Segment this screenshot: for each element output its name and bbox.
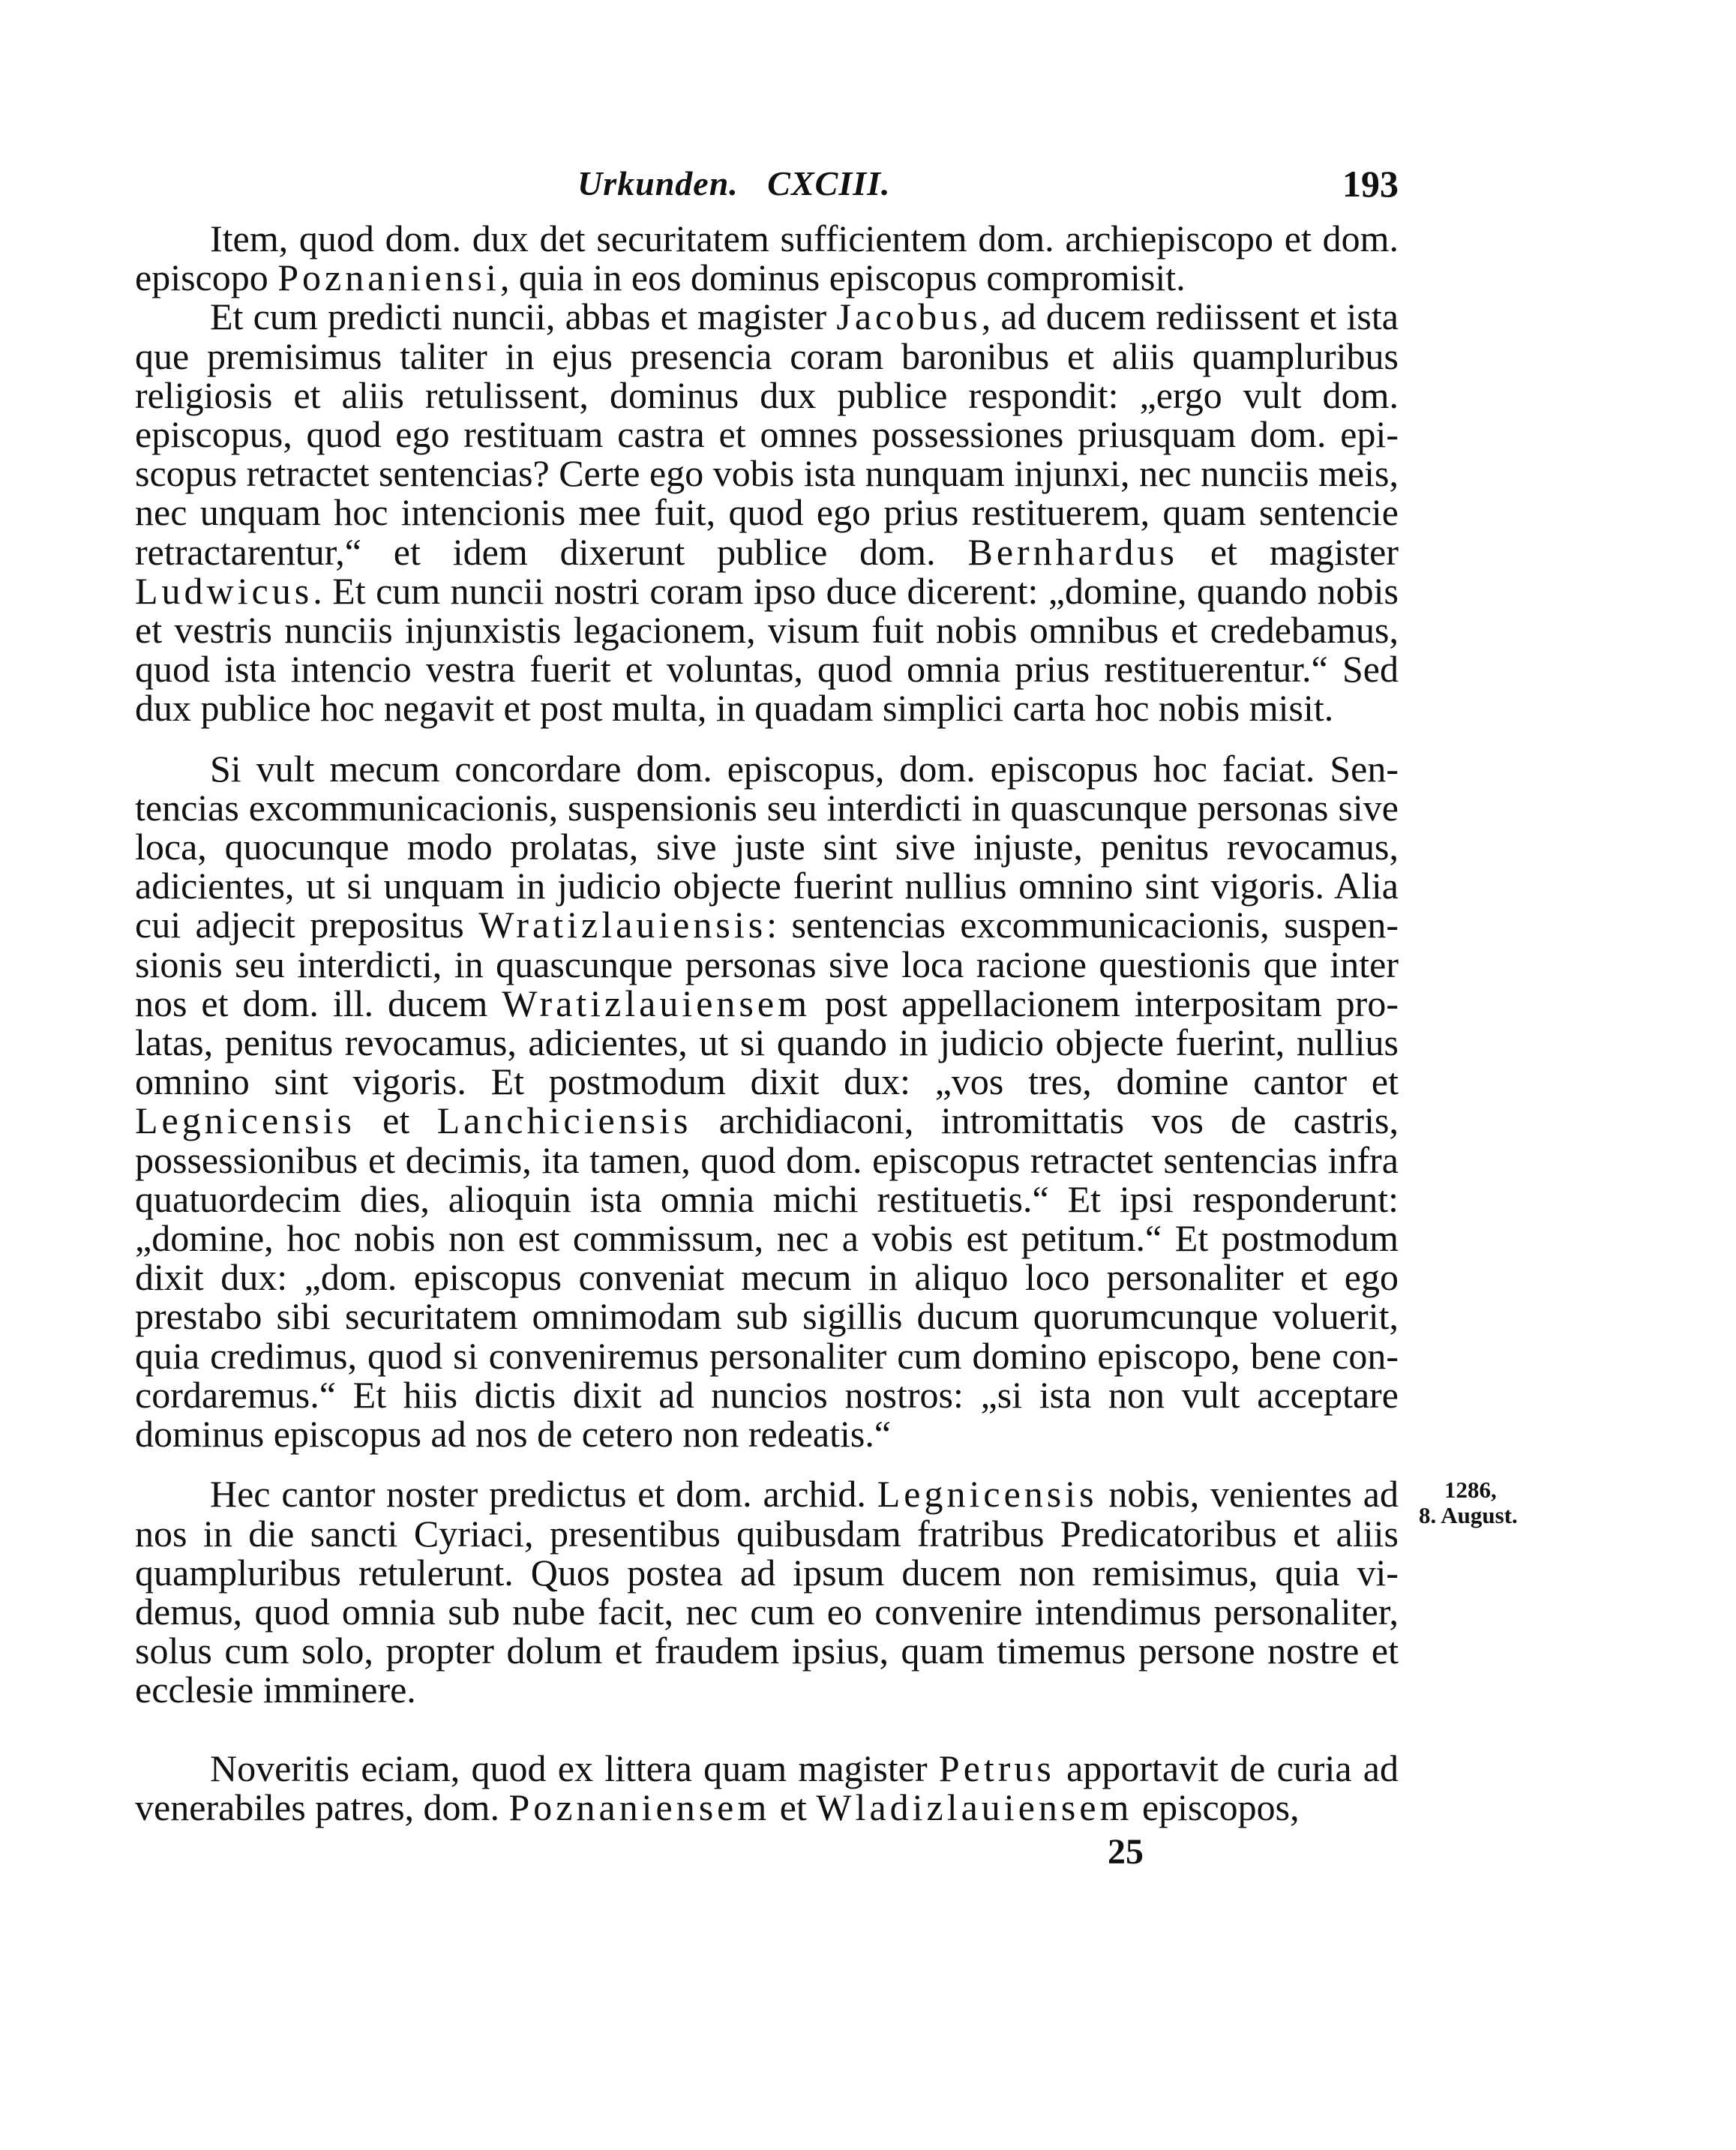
margin-date-note [1419,1477,1539,1528]
proper-name: Jacobus [836,295,982,338]
paragraph-text: . Et cum nuncii nostri coram ipso duce dicerent: „domine, quando nobis et vestris nunciis injunxistis legacionem, visum fuit nobis omnibus et credebamus, quod ista intencio vestra fuerit et voluntas, quod omnia prius restituerentur.“ Sed dux publice hoc negavit et post multa, in quadam simplici carta hoc nobis misit. [135,569,1399,730]
paragraph-text: : sentencias excommunicacionis, suspensionis seu interdicti, in quascunque personas sive loca racione questionis que inter nos et dom. ill. ducem [135,904,1399,1024]
paragraph-text: Noveritis eciam, quod ex littera quam magister [210,1747,939,1789]
running-head [135,157,1399,210]
paragraph-text: Et cum predicti nuncii, abbas et magister [210,295,837,338]
paragraph-text: et [355,1099,437,1142]
page-number: 193 [1342,163,1399,205]
paragraph-text: apportavit de curia ad venerabiles patres, dom. [135,1747,1399,1828]
paragraph-5 [135,1749,1399,1827]
document-page [135,157,1518,2107]
paragraph-text: archidiaconi, intromittatis vos de castris, possessionibus et decimis, ita tamen, quod dom. episcopus retractet sentencias infra quatuordecim dies, alioquin ista omnia michi restituetis.“ Et ipsi responderunt: „domine, hoc nobis non est commissum, nec a vobis est petitum.“ Et postmodum dixit dux: „dom. episcopus conveniat mecum in aliquo loco personaliter et ego prestabo sibi securitatem omnimodam sub sigillis ducum quorumcunque voluerit, quia credimus, quod si conveniremus personaliter cum domino episcopo, bene concordaremus.“ Et hiis dictis dixit ad nuncios nostros: „si ista non vult acceptare dominus episcopus ad nos de cetero non redeatis.“ [135,1099,1399,1456]
paragraph-3 [135,749,1399,1454]
proper-name: Legnicensis [135,1099,355,1142]
paragraph-text: Si vult mecum concordare dom. episcopus, dom. episcopus hoc faciat. Sentencias excommunicacionis, suspensionis seu interdicti in quascunque personas sive loca, quocunque modo prolatas, sive juste sint sive injuste, penitus revocamus, adicientes, ut si unquam in judicio objecte fuerint nullius omnino sint vigoris. Alia cui adjecit prepositus [135,747,1399,946]
paragraph-text: et magister [1177,530,1399,573]
signature-mark: 25 [1108,1831,1144,1872]
proper-name: Poznaniensem [508,1786,771,1828]
proper-name: Wratizlauiensis [478,904,767,946]
proper-name: Bernhardus [967,530,1178,573]
margin-date-day: 8. August. [1419,1502,1518,1529]
proper-name: Ludwicus [135,569,313,612]
margin-date-year: 1286, [1444,1477,1497,1504]
paragraph-text: Item, quod dom. dux det securitatem sufficientem dom. archiepiscopo et dom. episcopo [135,217,1399,299]
proper-name: Petrus [938,1747,1055,1789]
proper-name: Legnicensis [877,1473,1098,1516]
paragraph-text: post appellacionem interpositam prolatas, penitus revocamus, adicientes, ut si quando in judicio objecte fuerint, nullius omnino sint vigoris. Et postmodum dixit dux: „vos tres, domine cantor et [135,982,1399,1103]
running-head-title: Urkunden. CXCIII. [577,164,891,202]
proper-name: Wratizlauiensem [502,982,811,1024]
paragraph-text: episcopos, [1132,1786,1300,1828]
paragraph-text: nobis, venientes ad nos in die sancti Cyriaci, presentibus quibusdam fratribus Predicatoribus et aliis quampluribus retulerunt. Quos postea ad ipsum ducem non remisimus, quia videmus, quod omnia sub nube facit, nec cum eo convenire intendimus personaliter, solus cum solo, propter dolum et fraudem ipsius, quam timemus persone nostre et ecclesie imminere. [135,1473,1399,1711]
paragraph-text: Hec cantor noster predictus et dom. archid. [210,1473,877,1516]
paragraph-text: et [770,1786,817,1828]
proper-name: Wladizlauiensem [816,1786,1133,1828]
paragraph-4 [135,1473,1518,1711]
paragraph-text: , ad ducem rediissent et ista que premisimus taliter in ejus presencia coram baronibus et aliis quampluribus religiosis et aliis retulissent, dominus dux publice respondit: „ergo vult dom. episcopus, quod ego restituam castra et omnes possessiones priusquam dom. episcopus retractet sentencias? Certe ego vobis ista nunquam injunxi, nec nunciis meis, nec unquam hoc intencionis mee fuit, quod ego prius restituerem, quam sentencie retractarentur,“ et idem dixerunt publice dom. [135,295,1399,573]
paragraph-1 [135,219,1399,297]
paragraph-2 [135,295,1399,730]
proper-name: Lanchiciensis [436,1099,692,1142]
proper-name: Poznaniensi [277,256,500,299]
paragraph-text: , quia in eos dominus episcopus compromisit. [499,256,1186,299]
